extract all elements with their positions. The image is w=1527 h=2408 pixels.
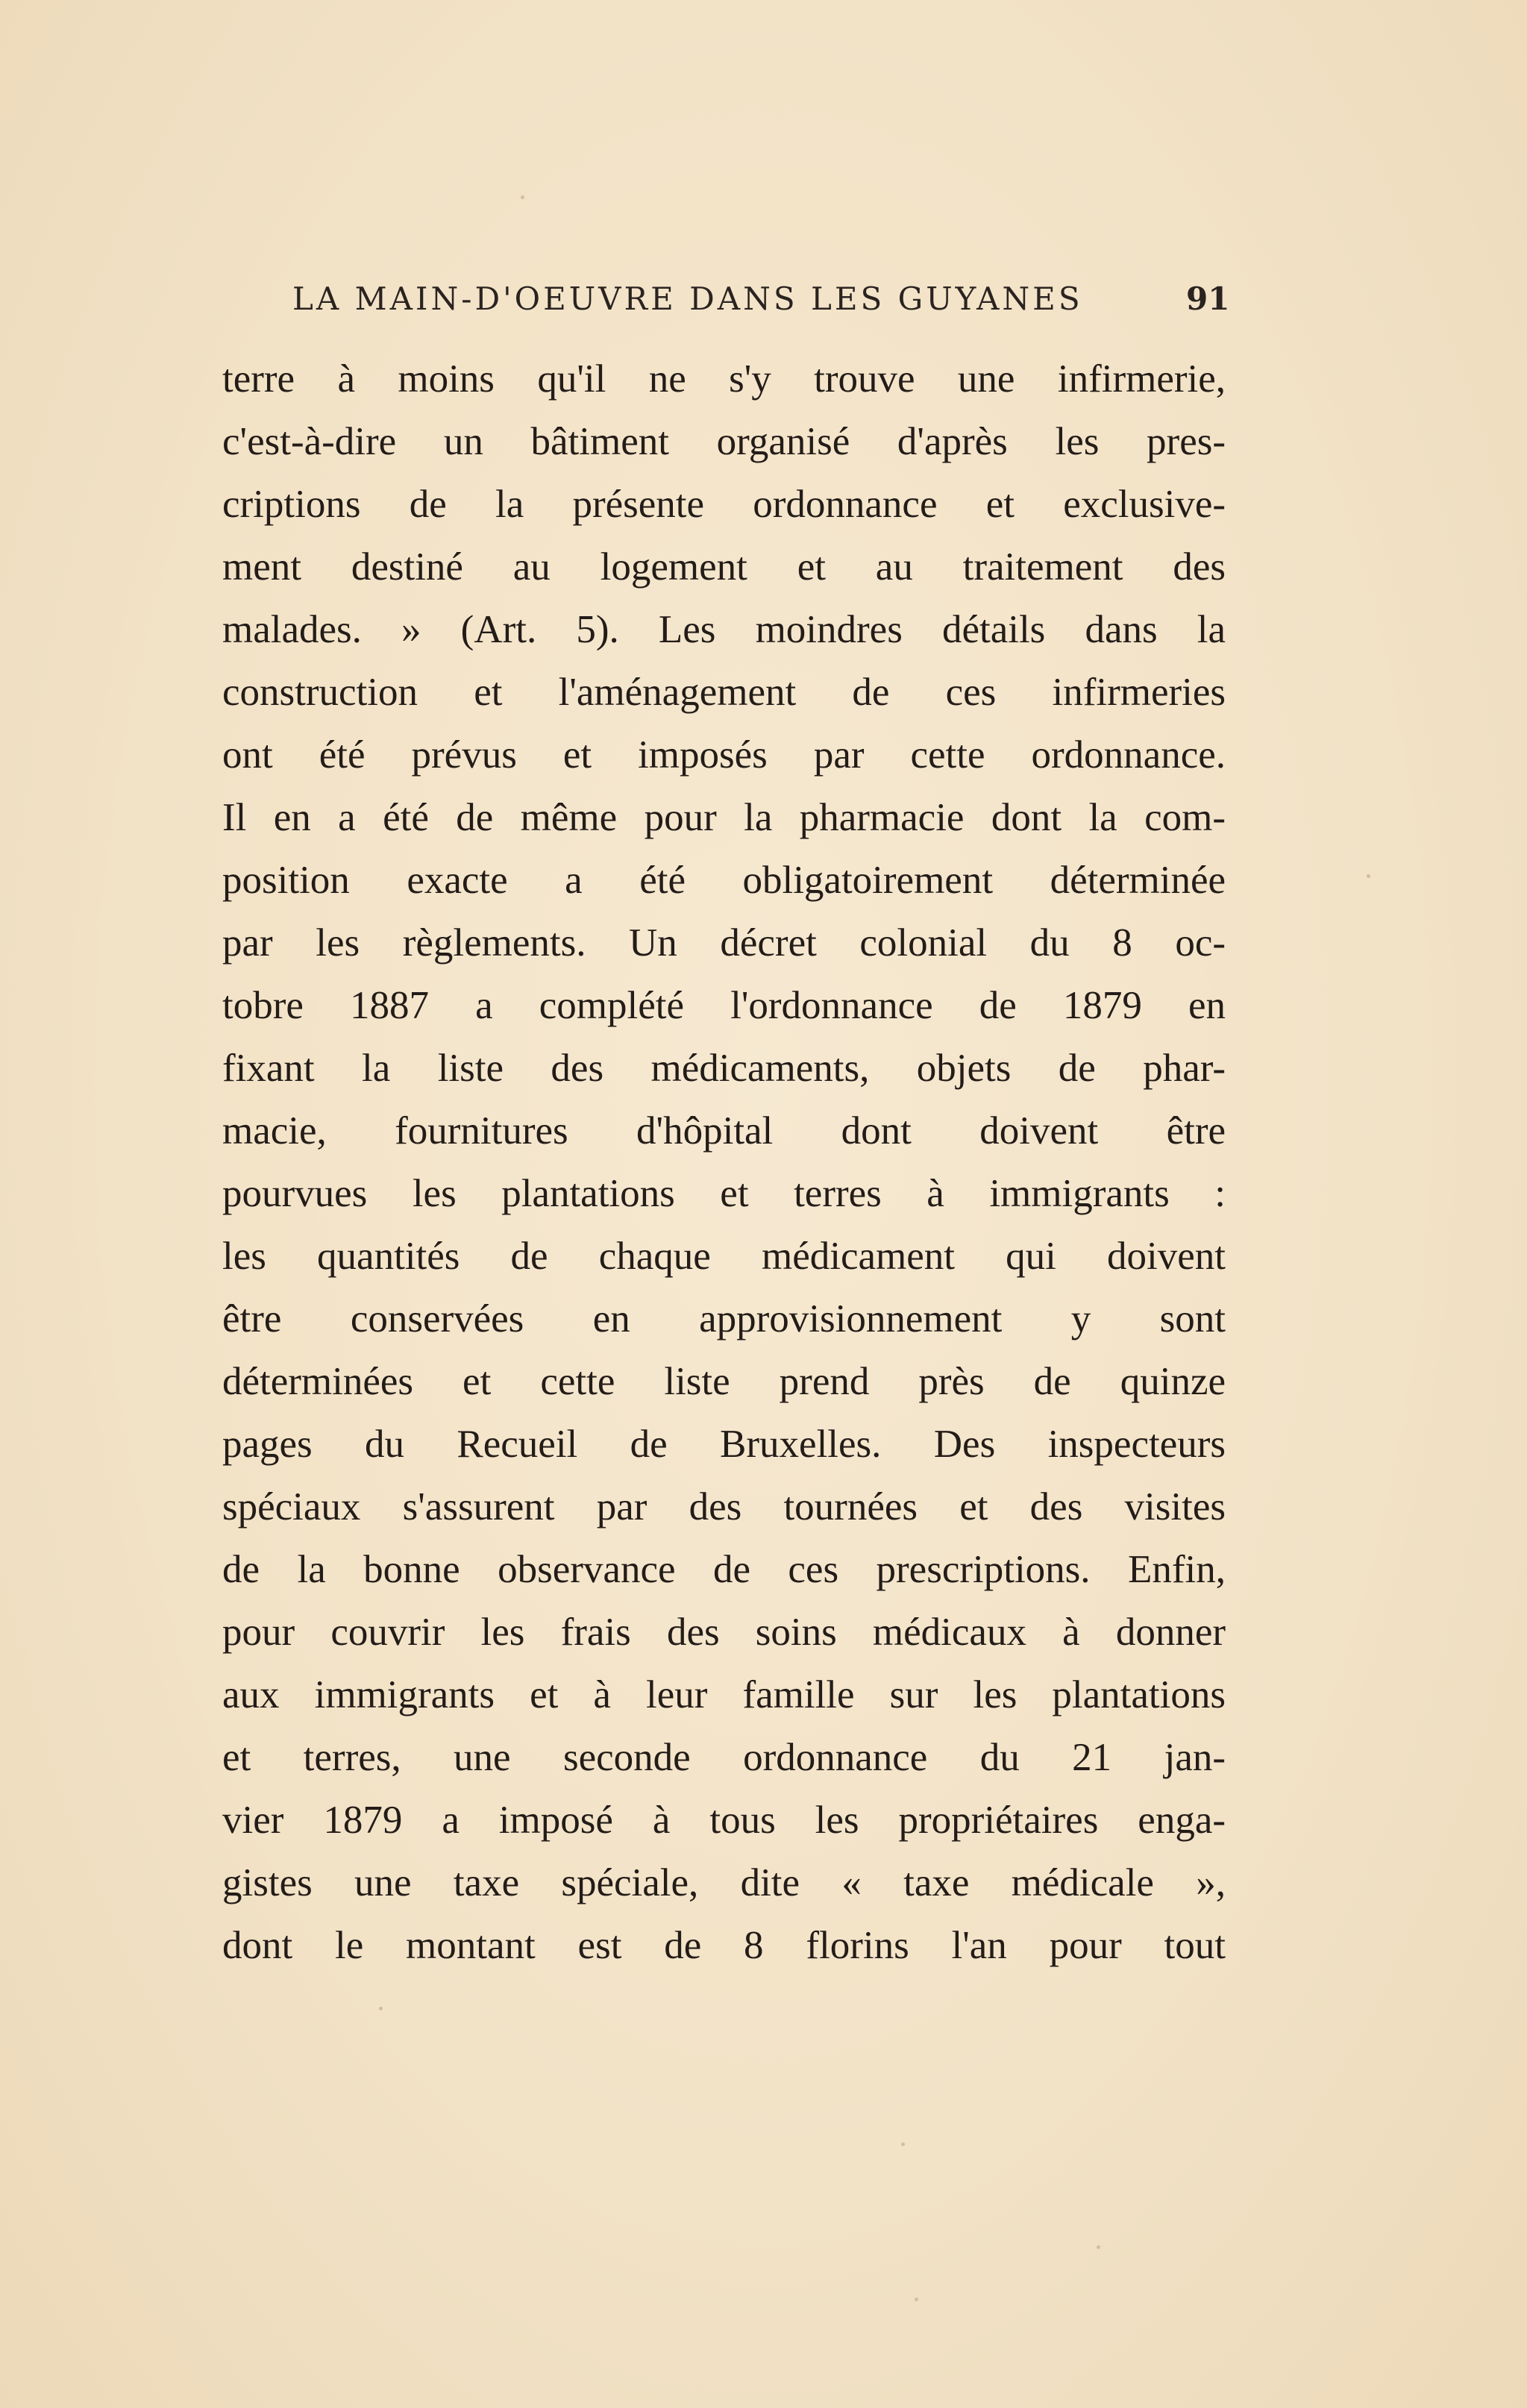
- paper-speck: [1367, 874, 1370, 878]
- text-line: tobre 1887 a complété l'ordonnance de 1879 en: [222, 984, 1226, 1027]
- text-line: c'est-à-dire un bâtiment organisé d'après les pres-: [222, 420, 1226, 463]
- text-line: criptions de la présente ordonnance et exclusive-: [222, 483, 1226, 526]
- page-number: 91: [1186, 280, 1230, 317]
- text-line: pages du Recueil de Bruxelles. Des inspecteurs: [222, 1423, 1226, 1466]
- text-line: macie, fournitures d'hôpital dont doivent être: [222, 1109, 1226, 1153]
- text-line: pourvues les plantations et terres à immigrants :: [222, 1172, 1226, 1215]
- text-line: ment destiné au logement et au traitement des: [222, 545, 1226, 589]
- text-line: être conservées en approvisionnement y sont: [222, 1297, 1226, 1341]
- text-line: fixant la liste des médicaments, objets de phar-: [222, 1047, 1226, 1090]
- text-line: aux immigrants et à leur famille sur les plantations: [222, 1673, 1226, 1716]
- body-text: [222, 348, 1226, 1977]
- text-line: et terres, une seconde ordonnance du 21 jan-: [222, 1736, 1226, 1779]
- text-line: construction et l'aménagement de ces infirmeries: [222, 671, 1226, 714]
- paper-speck: [521, 195, 524, 199]
- text-line: déterminées et cette liste prend près de quinze: [222, 1360, 1226, 1403]
- text-line: dont le montant est de 8 florins l'an pour tout: [222, 1924, 1226, 1967]
- text-line: ont été prévus et imposés par cette ordonnance.: [222, 733, 1226, 777]
- paper-speck: [379, 2007, 383, 2010]
- text-line: les quantités de chaque médicament qui doivent: [222, 1235, 1226, 1278]
- paper-speck: [1097, 2245, 1100, 2249]
- text-line: terre à moins qu'il ne s'y trouve une infirmerie,: [222, 357, 1226, 401]
- text-line: gistes une taxe spéciale, dite « taxe médicale »,: [222, 1861, 1226, 1904]
- text-line: malades. » (Art. 5). Les moindres détails dans la: [222, 608, 1226, 651]
- text-line: de la bonne observance de ces prescriptions. Enfin,: [222, 1548, 1226, 1591]
- running-title: LA MAIN-D'OEUVRE DANS LES GUYANES: [292, 280, 1083, 317]
- text-line: par les règlements. Un décret colonial du 8 oc-: [222, 921, 1226, 965]
- running-header: [292, 280, 1262, 325]
- paper-speck: [901, 2142, 905, 2146]
- text-line: pour couvrir les frais des soins médicaux à donner: [222, 1611, 1226, 1654]
- text-line: spéciaux s'assurent par des tournées et des visites: [222, 1485, 1226, 1528]
- text-line: Il en a été de même pour la pharmacie dont la com-: [222, 796, 1226, 839]
- text-line: vier 1879 a imposé à tous les propriétaires enga-: [222, 1799, 1226, 1842]
- text-line: position exacte a été obligatoirement déterminée: [222, 859, 1226, 902]
- paper-speck: [915, 2298, 918, 2301]
